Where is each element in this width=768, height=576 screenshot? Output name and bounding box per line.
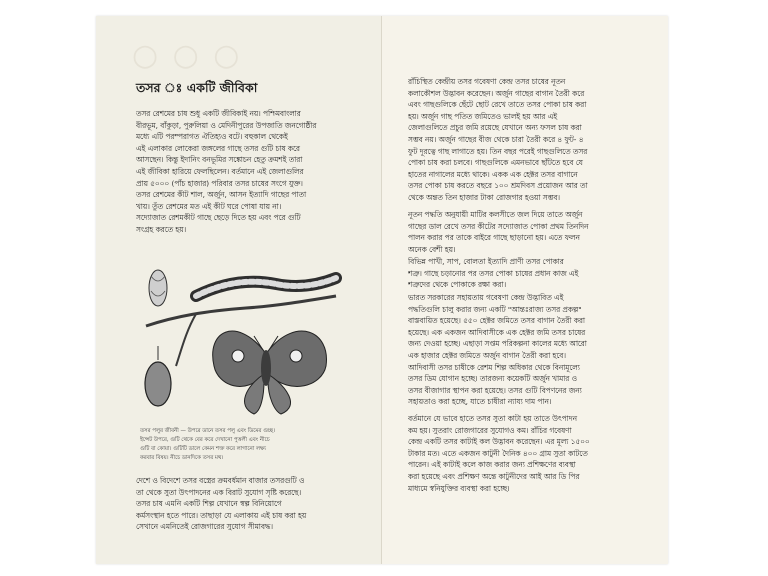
- intro-text-line: এই জীবিকা হারিয়ে ফেলছিলেন। বর্তমানে এই জেলাগুলির: [136, 166, 304, 176]
- body-text-line: এবং গাছগুলিকে ছেঁটে ছোট রেখে তাতে তসর পোকা চাষ করা: [408, 100, 587, 110]
- body-text-line: করা হয়েছে এবং প্রশিক্ষণ অন্তে কাটুনীদের আই আর ডি পির: [408, 471, 580, 481]
- body-text-line: বিভিন্ন পাখী, সাপ, বোলতা ইত্যাদি প্রাণী তসর পোকার: [408, 257, 564, 266]
- silkworm-lifecycle-illustration: [136, 256, 366, 426]
- caption-text-line: তসর পলুর জীবনী — উপরে ডানে তসর পলু এবং ডিমের গুচ্ছ।: [140, 428, 275, 434]
- body-text-line: বর্তমানে যে ভাবে হাতে তসর সুতা কাটা হয় তাতে উৎপাদন: [408, 414, 577, 423]
- intro-text-line: সংগ্রহ করতে হয়।: [136, 224, 187, 234]
- body-text-line: ফুট দূরত্বে গাছ লাগাতে হয়। তিন বছর পরেই গাছগুলিতে তসর: [408, 146, 588, 156]
- left-page: [96, 16, 382, 564]
- closing-text-line: সেখানে এমনিতেই রোজগারের সুযোগ সীমাবদ্ধ।: [136, 522, 273, 532]
- intro-text-line: তসর রেশমের কীট শাল, অর্জুন, আসন ইত্যাদি গাছের পাতা: [136, 190, 307, 200]
- body-text-line: হাতের নাগালের মধ্যে থাকে। একক এক হেক্টর তসর বাগানে: [408, 169, 578, 179]
- body-text-line: হয়। অর্জুন গাছ পতিত জমিতেও ভালই হয় আর এই: [408, 111, 558, 121]
- right-page: [382, 16, 668, 564]
- caption-text-line: করবার বিষয়। নীচে ডানদিকে তসর মথ।: [140, 455, 224, 461]
- body-text-line: সম্ভব নয়। অর্জুন গাছের বীজ থেকে চারা তৈরী করে ৪ ফুট- ৪: [408, 134, 584, 144]
- body-text-line: কম হয়। সুতরাং রোজগারের সুযোগও কম। রাঁচির গবেষণা: [408, 425, 572, 435]
- cocoon-illustration: [149, 270, 167, 306]
- right-paragraph-3: [408, 256, 642, 291]
- body-text-line: তসর বীজাগার স্থাপন করা হয়েছে। তসর গুটি বিপণনের জন্য: [408, 385, 582, 395]
- page-title: তসর ঃ একটি জীবিকা: [136, 80, 258, 95]
- intro-text-line: প্রায় ৫০০০ (পাঁচ হাজার) পরিবার তসর চাষের সংগে যুক্ত।: [136, 178, 303, 188]
- right-paragraph-5: [408, 413, 642, 494]
- body-text-line: কলাকৌশল উদ্ভাবন করেছেন। অর্জুন গাছের বাগান তৈরী করে: [408, 88, 585, 98]
- intro-text-line: আসছেন। কিন্তু ইদানিং বনভূমির সঙ্কোচন হেতু ক্রমশই তারা: [136, 155, 303, 165]
- body-text-line: পোকা চাষ করা চলবে। গাছগুলিকে এমনভাবে ছাঁটতে হবে যে: [408, 158, 583, 168]
- illustration-caption: [140, 427, 350, 463]
- hanging-cocoon-illustration: [145, 362, 171, 406]
- body-text-line: টাকার মত। এতে একজন কাটুনী দৈনিক ৪০০ গ্রাম সুতা কাটতে: [408, 448, 588, 458]
- closing-text-line: তা থেকে সুতা উৎপাদনের এক বিরাট সুযোগ সৃষ্টি করেছে।: [136, 487, 302, 497]
- intro-paragraph: [136, 108, 360, 236]
- body-text-line: সহায়তাও করা হচ্ছে, যাতে চাষীরা ন্যায্য দাম পান।: [408, 397, 552, 407]
- body-text-line: জেলাগুলিতে প্রচুর জমি রয়েছে যেখানে অন্য ফসল চাষ করা: [408, 123, 582, 133]
- body-text-line: থেকে অন্তত তিন হাজার টাকা রোজগার হওয়া সম্ভব।: [408, 192, 561, 202]
- body-text-line: জন্য দেওয়া হচ্ছে। এছাড়া সপ্তম পরিকল্পনা কালের মধ্যে আরো: [408, 339, 587, 349]
- intro-text-line: তসর রেশমের চাষ শুধু একটি জীবিকাই নয়। পশ্চিমবাংলার: [136, 109, 301, 118]
- body-text-line: মাধ্যমে স্বনিযুক্তির ব্যবস্থা করা হচ্ছে।: [408, 483, 510, 493]
- right-paragraph-1: [408, 76, 642, 204]
- body-text-line: পদ্ধতিগুলি চালু করার জন্য একটি "আন্তঃরাজ্য তসর প্রকল্প": [408, 304, 582, 314]
- moth-illustration: [213, 331, 327, 414]
- body-text-line: বাস্তবায়িত হয়েছে। ৫৫০ হেক্টর জমিতে তসর বাগান তৈরী করা: [408, 316, 586, 326]
- intro-text-line: সদ্যোজাত রেশমকীট গাছে ছেড়ে দিতে হয় এবং পরে গুটি: [136, 213, 301, 223]
- body-text-line: ভারত সরকারের সহায়তায় গবেষণা কেন্দ্র উদ্ভাবিত এই: [408, 293, 564, 302]
- intro-text-line: খায়। তুঁত রেশমের মত এই কীট ঘরে পোষা যায় না।: [136, 201, 282, 211]
- body-text-line: তসর পোকা চাষ করতে বছরে ১০০ শ্রমদিবস প্রয়োজন আর তা: [408, 181, 588, 191]
- body-text-line: শত্রু। গাছে চড়ানোর পর তসর পোকা চাষের প্রধান কাজ এই: [408, 268, 579, 278]
- right-paragraph-4: [408, 292, 642, 408]
- body-text-line: পারেন। এই কাটাই কলে কাজ করার জন্য প্রশিক্ষণের ব্যবস্থা: [408, 460, 576, 470]
- faded-header-watermark: ○ ○ ○: [132, 38, 242, 73]
- intro-text-line: মধ্যে এটি পরম্পরাগত ঐতিহ্যও বটে। বহুকাল থেকেই: [136, 132, 288, 142]
- body-text-line: আদিবাসী তসর চাষীকে রেশম শিল্প অধিকার থেকে বিনামূল্যে: [408, 362, 580, 372]
- closing-text-line: দেশে ও বিদেশে তসর বস্ত্রের ক্রমবর্ধমান বাজার তসরগুটি ও: [136, 476, 305, 485]
- intro-text-line: বীরভূম, বাঁকুড়া, পুরুলিয়া ও মেদিনীপুরের উপজাতি জনগোষ্ঠীর: [136, 120, 317, 130]
- body-text-line: গাছের ডাল রেখে তসর কীটের সদ্যোজাত পোকা প্রথম তিনদিন: [408, 221, 589, 231]
- leaflet-sheet: [96, 16, 668, 564]
- body-text-line: কেন্দ্র একটি তসর কাটাই কল উদ্ভাবন করেছেন। এর মূল্য ১৫০০: [408, 437, 590, 447]
- branch-illustration: [146, 296, 336, 326]
- body-text-line: এক হাজার হেক্টর জমিতে অর্জুন বাগান তৈরী করা হবে।: [408, 350, 566, 360]
- body-text-line: অনেক বেশী হয়।: [408, 244, 456, 254]
- caption-text-line: ইন্সেট উপরে, গুটি থেকে বের করে দেখানো পুত্তলী এবং নীচে: [140, 437, 270, 443]
- body-text-line: তসর ডিম যোগান হচ্ছে। তারজন্য কয়েকটি অর্জুন খামার ও: [408, 374, 577, 384]
- closing-text-line: কর্মসংস্থান হতে পারে। তাছাড়া যে এলাকায় এই চাষ করা হয়: [136, 510, 307, 520]
- right-paragraph-2: [408, 209, 642, 255]
- closing-paragraph: [136, 475, 360, 533]
- caption-text-line: গুটি বা কোয়া। গুটিটি ডালে কেমন শক্ত করে লাগানো লক্ষ্য: [140, 446, 266, 452]
- body-text-line: পালন করার পর তাকে বাইরে গাছে ছাড়ানো হয়। এতে ফলন: [408, 233, 580, 243]
- closing-text-line: তসর চাষ এমনি একটি শিল্প যেখানে স্বল্প বিনিয়োগে: [136, 499, 282, 509]
- body-text-line: হয়েছে। এক একজন আদিবাসীকে এক হেক্টর জমি তসর চাষের: [408, 327, 586, 337]
- intro-text-line: এই এলাকার লোকেরা জঙ্গলের গাছে তসর গুটি চাষ করে: [136, 143, 300, 153]
- body-text-line: শত্রুদের থেকে পোকাকে রক্ষা করা।: [408, 280, 507, 290]
- body-text-line: রাঁচিস্থিত কেন্দ্রীয় তসর গবেষণা কেন্দ্র তসর চাষের নূতন: [408, 77, 566, 86]
- body-text-line: নূতন পদ্ধতি অনুযায়ী মাটির কলসীতে জল দিয়ে তাতে অর্জুন: [408, 210, 583, 219]
- caterpillar-illustration: [196, 278, 336, 296]
